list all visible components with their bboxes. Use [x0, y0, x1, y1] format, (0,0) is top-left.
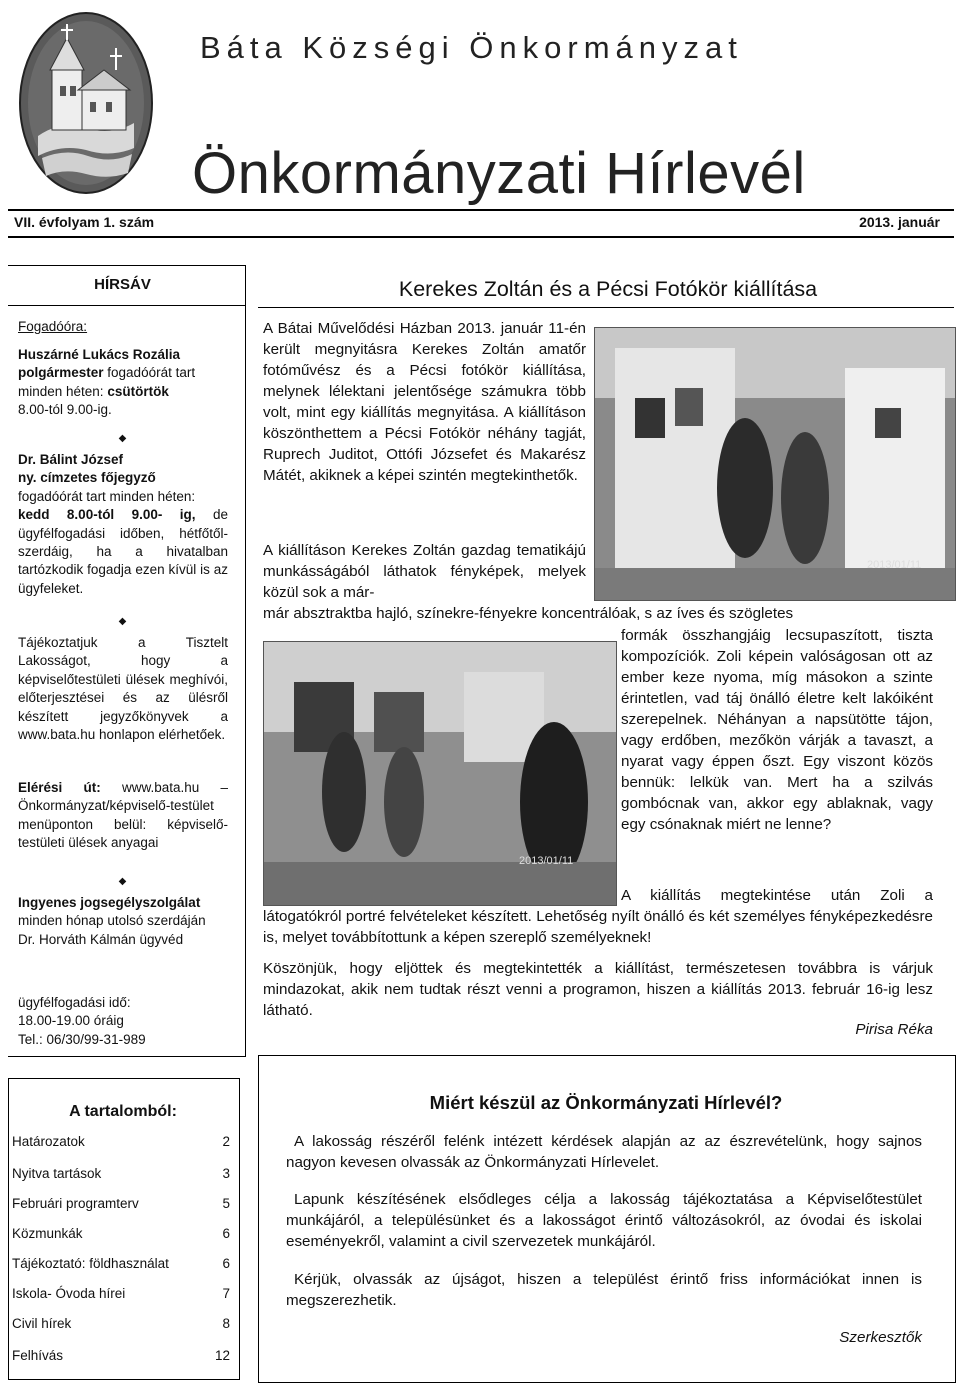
why-signature: Szerkesztők	[839, 1329, 922, 1346]
toc-item: Iskola- Óvoda hírei 7	[12, 1286, 230, 1301]
mayor-title: polgármester	[18, 365, 104, 381]
toc-item: Közmunkák 6	[12, 1226, 230, 1241]
office-hours-label: Fogadóóra:	[18, 319, 88, 334]
exhibition-photo-2	[263, 641, 617, 906]
article-title: Kerekes Zoltán és a Pécsi Fotókör kiállítása	[398, 277, 818, 301]
why-paragraph-2: Lapunk készítésének elsődleges célja a lakosság tájékoztatása a Képviselőtestület munkájáról, a településünket és a lakosságot érintő változásokról, az óvodai és iskolai eseményekről, valamint a civil szervezetek munkájáról.	[286, 1191, 922, 1250]
diamond-separator-icon: ◆	[118, 876, 127, 887]
toc-item: Felhívás 12	[12, 1348, 230, 1363]
toc-item: Februári programterv 5	[12, 1196, 230, 1211]
article-paragraph-4: Köszönjük, hogy eljöttek és megtekintették a kiállítást, természetesen továbbra is várjuk mindazokat, akik nem tudtak részt venni a programon, hiszen a kiállítás 2013. február 16-ig lesz látható.	[263, 960, 933, 1019]
legal-aid-info: Ingyenes jogsegélyszolgálat minden hónap utolsó szerdáján Dr. Horváth Kálmán ügyvéd	[18, 895, 206, 947]
toc-item: Civil hírek 8	[12, 1316, 230, 1331]
access-path-text: Elérési út: www.bata.hu – Önkormányzat/képviselő-testület menüponton belül: képviselő-testületi ülések anyagai	[18, 780, 228, 851]
article-paragraph-2-wide: már absztraktba hajló, színekre-fényekre koncentrálóak, s az íves és szögletes	[263, 605, 794, 622]
header-rule-top	[8, 209, 954, 211]
article-paragraph-2-start: A kiállításon Kerekes Zoltán gazdag tematikájú munkásságából láthatok fényképek, melyek közül sok a már-	[263, 542, 586, 601]
article-paragraph-3: A kiállítás megtekintése után Zoli a látogatókról portré felvételeket készített. Lehetőség nyílt önálló és két személyes fényképezkedésre is, melyet továbbítottunk a képen szereplő személyeknek!	[263, 887, 933, 946]
toc-item: Nyitva tartások 3	[12, 1166, 230, 1181]
issue-date: 2013. január	[859, 214, 940, 230]
diamond-separator-icon: ◆	[118, 616, 127, 627]
article-signature: Pirisa Réka	[855, 1021, 933, 1038]
lawyer-name: Dr. Horváth Kálmán ügyvéd	[18, 931, 184, 947]
consultation-hours: ügyfélfogadási idő: 18.00-19.00 óráig Tel.: 06/30/99-31-989	[18, 995, 146, 1047]
why-paragraph-3: Kérjük, olvassák az újságot, hiszen a települést érintő friss információkat innen is megszerezhetik.	[286, 1271, 922, 1309]
mayor-name: Huszárné Lukács Rozália	[18, 347, 181, 362]
notary-name: Dr. Bálint József	[18, 452, 124, 467]
why-newsletter-title: Miért készül az Önkormányzati Hírlevél?	[429, 1092, 783, 1113]
sidebar-title-rule	[8, 305, 245, 306]
notary-title: ny. címzetes főjegyző	[18, 470, 156, 486]
toc-item: Határozatok 2	[12, 1134, 230, 1149]
newsletter-title: Önkormányzati Hírlevél	[192, 141, 806, 206]
mayor-office-hours: Huszárné Lukács Rozália polgármester fogadóórát tart minden héten: csütörtök 8.00-tól 9.00-ig.	[18, 347, 196, 418]
diamond-separator-icon: ◆	[118, 433, 127, 444]
phone-number: Tel.: 06/30/99-31-989	[18, 1031, 146, 1047]
photo-1-date-stamp: 2013/01/11	[867, 559, 922, 571]
organization-name: Báta Községi Önkormányzat	[200, 30, 743, 65]
village-crest-logo	[16, 8, 156, 198]
photo-2-date-stamp: 2013/01/11	[519, 855, 574, 867]
why-paragraph-1: A lakosság részéről felénk intézett kérdések alapján az az észrevételünk, hogy sajnos nagyon kevesen olvassák az Önkormányzati Hírlevelet.	[286, 1133, 922, 1171]
toc-item: Tájékoztató: földhasználat 6	[12, 1256, 230, 1271]
exhibition-photo-1	[594, 327, 956, 601]
toc-title: A tartalomból:	[69, 1103, 177, 1120]
sidebar-title: HÍRSÁV	[94, 276, 151, 293]
header-rule-bottom	[8, 236, 954, 238]
meeting-info-text: Tájékoztatjuk a Tisztelt Lakosságot, hogy a képviselőtestületi ülések meghívói, előterjesztései és az ülésről készített jegyzőkönyvek a www.bata.hu honlapon elérhetőek.	[18, 635, 228, 743]
mayor-day: csütörtök	[107, 383, 169, 399]
article-paragraph-2-right: formák összhangjáig lecsupaszított, tiszta kompozíciók. Zoli képein valóságosan ott az ember keze nyoma, míg másokon a szinte érintetlen, vad táj önálló életre kelt lakóiként szerepelnek. Néhányan a napsütötte tájon, vagy erdőben, mezőkön várják a tavaszt, a nyarat vagy éppen őszt. Egy viszont közös bennük: lelkük van. Mert ha a szilvás gombócnak van, akkor egy ablaknak, vagy egy csónaknak miért ne lenne?	[621, 627, 933, 833]
issue-number: VII. évfolyam 1. szám	[14, 214, 155, 230]
article-paragraph-1: A Bátai Művelődési Házban 2013. január 11-én került megnyitásra Kerekes Zoltán amatőr fotóművész és a Pécsi fotókör kiállítása, melynek lélektani jelentősége számukra több volt, mint egy kiállítás megnyitása. A kiállításon köszönthettem a Pécsi Fotókör néhány tagját, Ruprech Juditot, Ottófi Józsefet és Makarész Mátét, akiknek a képei szintén megtekinthetők.	[263, 320, 586, 484]
article-title-rule	[258, 307, 954, 308]
legal-aid-title: Ingyenes jogsegélyszolgálat	[18, 895, 201, 910]
notary-office-hours: Dr. Bálint József ny. címzetes főjegyző fogadóórát tart minden héten: kedd 8.00-tól 9.00- ig, de ügyfélfogadási időben, hétfőtől- szerdáig, ha a hivatalban tartózkodik fogadja ezen kívül is az ügyfeleket.	[18, 452, 228, 596]
